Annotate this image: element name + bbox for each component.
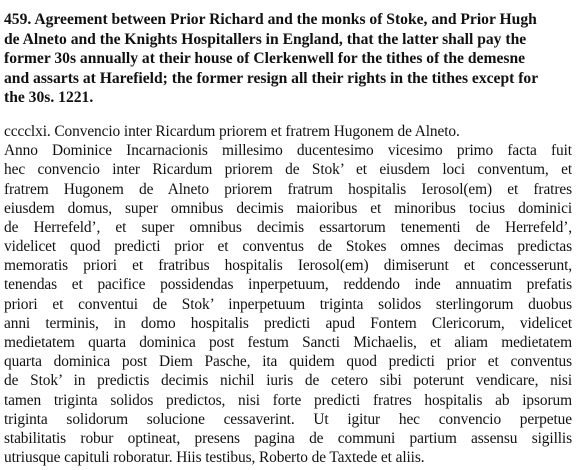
charter-line: tenendas et pacifice possidendas inperpetuum, reddendo inde annuatim prefatis bbox=[4, 276, 572, 294]
heading-line: 459. Agreement between Prior Richard and the monks of Stoke, and Prior Hugh bbox=[4, 11, 537, 28]
heading-line: former 30s annually at their house of Clerkenwell for the tithes of the demesne bbox=[4, 50, 526, 68]
charter-line: de Herrefeld’, et super omnibus decimis essartorum tenementi de Herrefeld’, bbox=[4, 218, 572, 236]
charter-line: Anno Dominice Incarnacionis millesimo ducentesimo vicesimo primo facta fuit bbox=[4, 142, 572, 160]
charter-title-line: cccclxi. Convencio inter Ricardum priorem et fratrem Hugonem de Alneto. bbox=[4, 122, 460, 140]
document-page bbox=[4, 10, 572, 467]
charter-line: medietatem quarta dominica post festum Sancti Michaelis, et aliam medietatem bbox=[4, 334, 572, 352]
charter-line: tamen triginta solidos predictos, nisi forte predicti fratres hospitalis ab ipsorum bbox=[4, 391, 572, 409]
charter-line: priori et conventui de Stok’ inperpetuum triginta solidos sterlingorum duobus bbox=[4, 295, 572, 313]
heading-line: de Alneto and the Knights Hospitallers in England, that the latter shall pay the bbox=[4, 30, 527, 48]
charter-line: fratrem Hugonem de Alneto priorem fratrum hospitalis Ierosol(em) et fratres bbox=[4, 180, 572, 198]
charter-line: triginta solidorum solucione cessaverint. Ut igitur hec convencio perpetue bbox=[4, 410, 572, 428]
charter-line: stabilitatis robur optineat, presens pagina de communi partium assensu sigillis bbox=[4, 429, 572, 447]
charter-line: anni terminis, in domo hospitalis predicti apud Fontem Clericorum, videlicet bbox=[4, 314, 572, 332]
charter-line: eiusdem domus, super omnibus decimis maioribus et minoribus tocius dominici bbox=[4, 199, 572, 217]
charter-line: memoratis priori et fratribus hospitalis Ierosol(em) dimiserunt et concesserunt, bbox=[4, 257, 572, 275]
charter-line: hec convencio inter Ricardum priorem de Stok’ et eiusdem loci conventum, et bbox=[4, 161, 572, 179]
charter-line: quarta dominica post Diem Pasche, ita quidem quod predicti prior et conventus bbox=[4, 353, 572, 371]
charter-summary-heading bbox=[4, 10, 572, 108]
charter-line: videlicet quod predicti prior et conventus de Stokes omnes decimas predictas bbox=[4, 238, 572, 256]
heading-line: and assarts at Harefield; the former resign all their rights in the tithes except for bbox=[4, 69, 539, 87]
charter-line: de Stok’ in predictis decimis nichil iuris de cetero sibi poterunt vendicare, nisi bbox=[4, 372, 572, 390]
latin-charter-text bbox=[4, 122, 572, 467]
heading-line: the 30s. 1221. bbox=[4, 89, 94, 107]
charter-line: utriusque capituli roboratur. Hiis testibus, Roberto de Taxtede et aliis. bbox=[4, 449, 425, 467]
